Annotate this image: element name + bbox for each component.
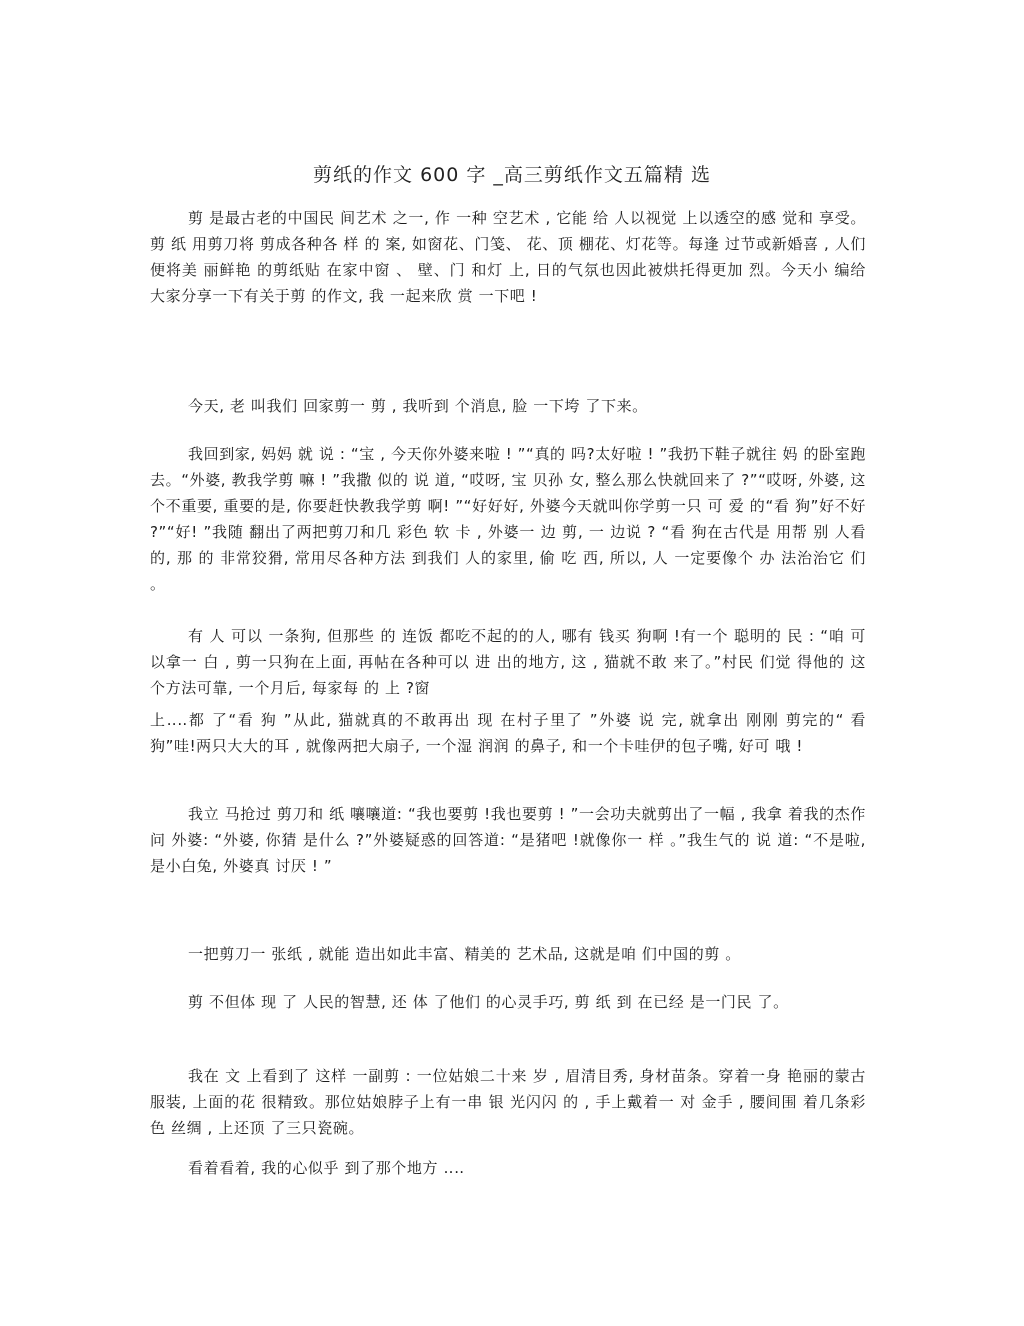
paragraph: 看着看着, 我的心似乎 到了那个地方 ‥‥ (188, 1159, 465, 1177)
paragraph: 我在 文 上看到了 这样 一副剪 : 一位姑娘二十来 岁 , 眉清目秀, 身材苗条。穿着一身 艳丽的蒙古服装, 上面的花 很精致。那位姑娘脖子上有一串 银 光闪闪 的 , 手上戴着一 对 金手 , 腰间围 着几条彩色 丝绸 , 上还顶 了三只瓷碗。 (150, 1067, 866, 1137)
paragraph: 我回到家, 妈妈 就 说 : “宝 , 今天你外婆来啦 ! ”“真的 吗?太好啦 ! ”我扔下鞋子就往 妈 的卧室跑去。“外婆, 教我学剪 嘛 ! ”我撒 似的 说 道, “哎呀, 宝 贝孙 女, 整么那么快就回来了 ?”“哎呀, 外婆, 这 个不重要, 重要的是, 你要赶快教我学剪 啊! ”“好好好, 外婆今天就叫你学剪一只 可 爱 的“看 狗”好不好 ?”“好! ”我随 翻出了两把剪刀和几 彩色 软 卡 , 外婆一 边 剪, 一 边说 ? “看 狗在古代是 用帮 别 人看 的, 那 的 非常狡猾, 常用尽各种方法 到我们 人的家里, 偷 吃 西, 所以, 人 一定要像个 办 法治治它 们 。 (150, 445, 866, 593)
paragraph: 有 人 可以 一条狗, 但那些 的 连饭 都吃不起的的人, 哪有 钱买 狗啊 !有一个 聪明的 民 : “咱 可以拿一 白 , 剪一只狗在上面, 再帖在各种可以 进 出的地方, 这 , 猫就不敢 来了。”村民 们觉 得他的 这 个方法可靠, 一个月后, 每家每 的 上 ?窗 (150, 627, 866, 697)
paragraph: 上‥‥都 了“看 狗 ”从此, 猫就真的不敢再出 现 在村子里了 ”外婆 说 完, 就拿出 刚刚 剪完的“ 看 狗”哇!两只大大的耳 , 就像两把大扇子, 一个湿 润润 的鼻子, 和一个卡哇伊的包子嘴, 好可 哦 ! (150, 711, 866, 755)
paragraph: 一把剪刀一 张纸 , 就能 造出如此丰富、精美的 艺术品, 这就是咱 们中国的剪 。 (188, 945, 741, 963)
paragraph: 剪 不但体 现 了 人民的智慧, 还 体 了他们 的心灵手巧, 剪 纸 到 在已经 是一门民 了。 (188, 993, 789, 1011)
document-title: 剪纸的作文 600 字 _高三剪纸作文五篇精 选 (313, 164, 711, 186)
paragraph: 我立 马抢过 剪刀和 纸 嚷嚷道: “我也要剪 !我也要剪 ! ”一会功夫就剪出了一幅 , 我拿 着我的杰作 问 外婆: “外婆, 你猜 是什么 ?”外婆疑惑的回答道: “是猪吧 !就像你一 样 。”我生气的 说 道: “不是啦, 是小白兔, 外婆真 讨厌 ! ” (150, 805, 866, 875)
paragraph: 今天, 老 叫我们 回家剪一 剪 , 我听到 个消息, 脸 一下垮 了下来。 (188, 397, 648, 415)
paragraph-intro: 剪 是最古老的中国民 间艺术 之一, 作 一种 空艺术 , 它能 给 人以视觉 上以透空的感 觉和 享受。剪 纸 用剪刀将 剪成各种各 样 的 案, 如窗花、门笺、 花、顶 棚花、灯花等。每逢 过节或新婚喜 , 人们 便将美 丽鲜艳 的剪纸贴 在家中窗 、 壁、门 和灯 上, 日的气氛也因此被烘托得更加 烈。今天小 编给 大家分享一下有关于剪 的作文, 我 一起来欣 赏 一下吧 ! (150, 209, 866, 305)
